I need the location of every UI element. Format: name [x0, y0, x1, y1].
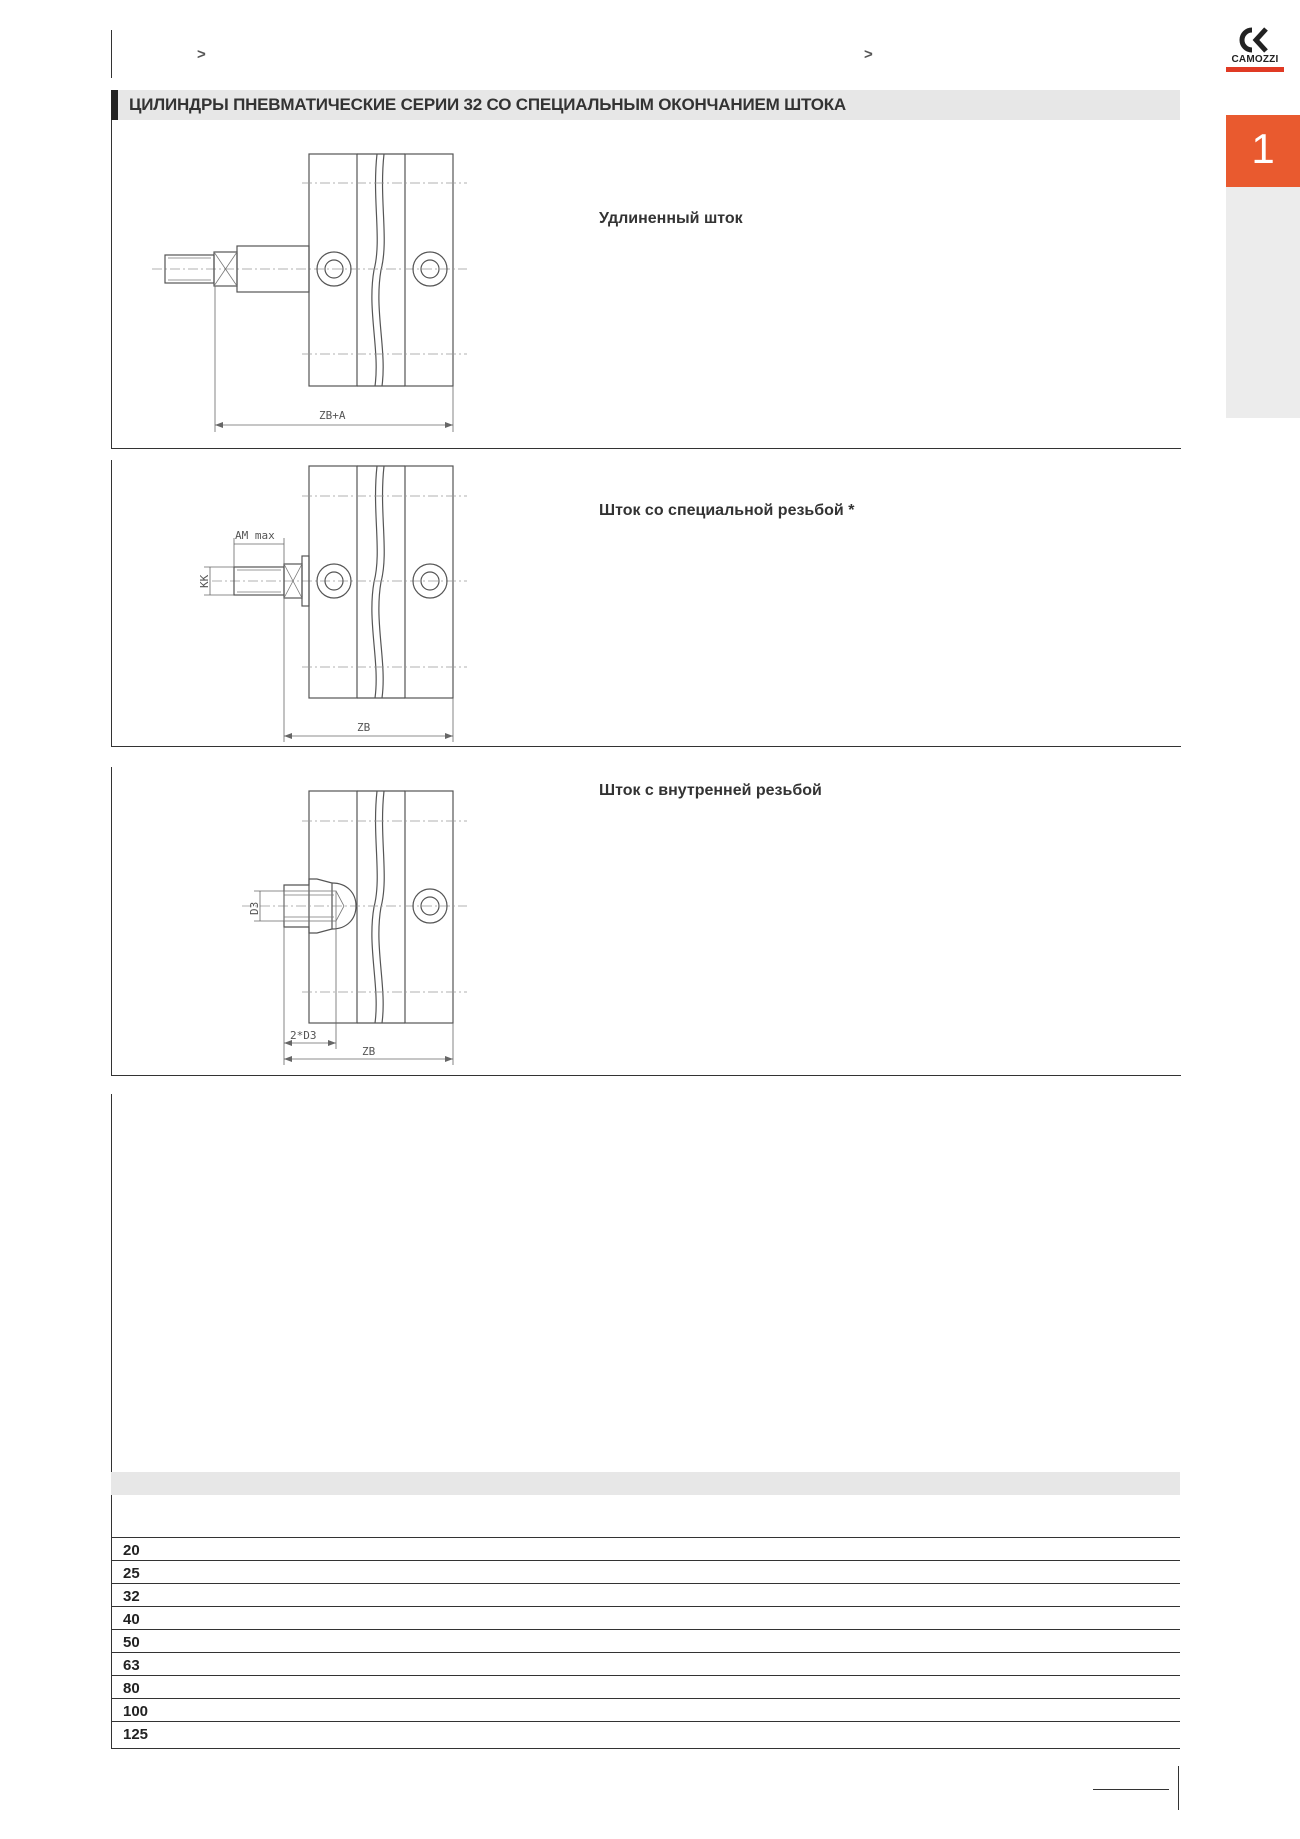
footer-divider [1178, 1766, 1179, 1810]
dim-zb: ZB [357, 721, 371, 734]
logo-accent-bar [1226, 67, 1284, 72]
page-title: ЦИЛИНДРЫ ПНЕВМАТИЧЕСКИЕ СЕРИИ 32 СО СПЕЦИАЛЬНЫМ ОКОНЧАНИЕМ ШТОКА [129, 95, 847, 114]
title-accent [111, 90, 118, 120]
drawing-special-thread [112, 460, 612, 746]
table-bottom-border [111, 1748, 1180, 1749]
breadcrumb-separator: > [864, 46, 873, 63]
section-tab[interactable] [1226, 115, 1300, 187]
table-row: 80 [111, 1675, 1180, 1699]
dim-2-d3: 2*D3 [290, 1029, 317, 1042]
breadcrumb-separator: > [197, 46, 206, 63]
camozzi-logo [1226, 26, 1284, 74]
drawing-extended-rod [112, 120, 612, 448]
dim-d3: D3 [248, 901, 261, 915]
dim-am-max: AM max [235, 529, 275, 542]
table-row: 20 [111, 1537, 1180, 1561]
table-row: 50 [111, 1629, 1180, 1653]
dim-zb-a: ZB+A [319, 409, 346, 422]
section-label: Удлиненный шток [599, 210, 743, 227]
section-special-thread [111, 460, 1181, 747]
table-row: 125 [111, 1721, 1180, 1745]
section-internal-thread [111, 767, 1181, 1076]
section-tab-panel [1226, 187, 1300, 418]
table-row: 25 [111, 1560, 1180, 1584]
section-label: Шток с внутренней резьбой [599, 782, 822, 799]
dim-zb: ZB [362, 1045, 376, 1058]
camozzi-mark-icon [1226, 26, 1284, 54]
section-number: 1 [1251, 125, 1275, 172]
table-row: 40 [111, 1606, 1180, 1630]
section-label: Шток со специальной резьбой * [599, 502, 855, 519]
section-extended-rod [111, 120, 1181, 449]
table-header [111, 1472, 1180, 1495]
dim-kk: KK [198, 574, 211, 588]
table-row: 100 [111, 1698, 1180, 1722]
table-row: 32 [111, 1583, 1180, 1607]
drawing-internal-thread [112, 767, 612, 1075]
logo-wordmark: CAMOZZI [1231, 54, 1279, 65]
footer-line [1093, 1789, 1169, 1790]
header-divider [111, 30, 112, 78]
table-row: 63 [111, 1652, 1180, 1676]
